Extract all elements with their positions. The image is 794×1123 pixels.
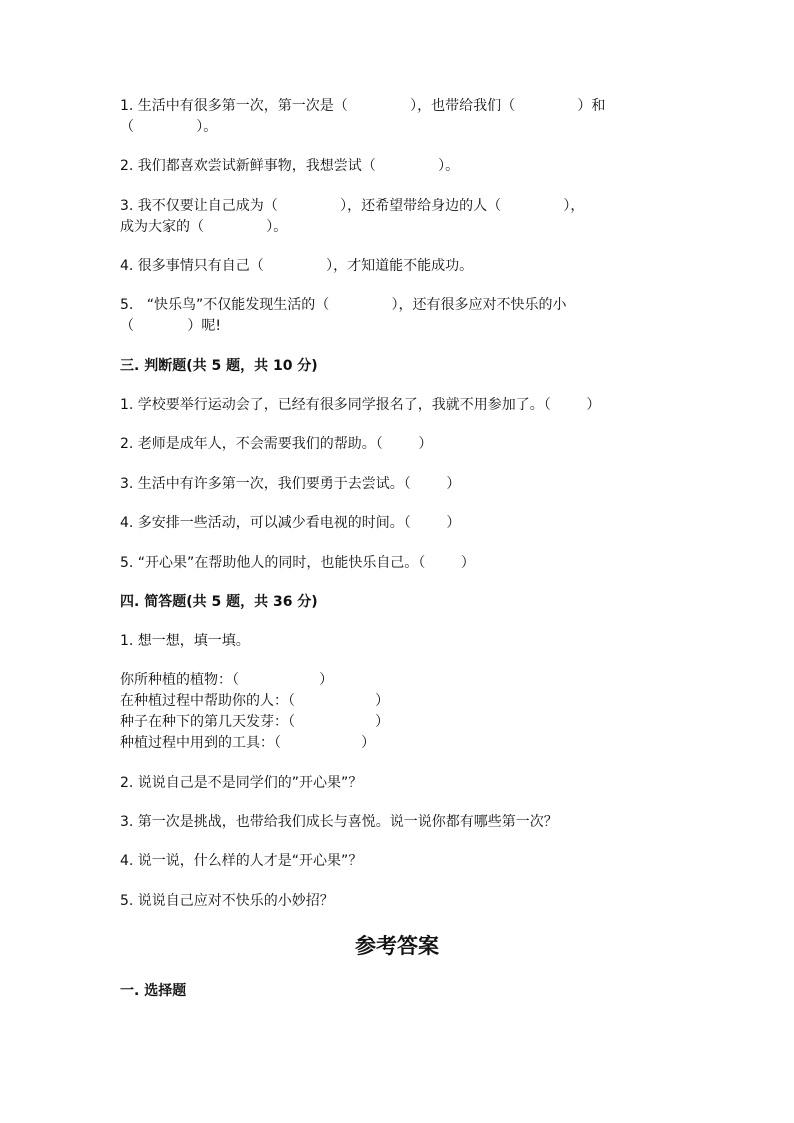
judge-item-4: 4. 多安排一些活动，可以减少看电视的时间。（ ） xyxy=(120,515,461,531)
short-q1-row-3: 种子在种下的第几天发芽：（ ） xyxy=(120,714,390,730)
judge-item-5: 5. “开心果”在帮助他人的同时，也能快乐自己。（ ） xyxy=(120,555,475,571)
short-q2: 2. 说说自己是不是同学们的”开心果”？ xyxy=(120,775,363,791)
short-answer-heading: 四. 简答题(共 5 题，共 36 分) xyxy=(120,594,318,610)
short-q4: 4. 说一说，什么样的人才是“开心果”？ xyxy=(120,853,363,869)
fill-q5-line1: 5. “快乐鸟”不仅能发现生活的（ ），还有很多应对不快乐的小 xyxy=(120,297,567,313)
fill-q1-line1: 1. 生活中有很多第一次，第一次是（ ），也带给我们（ ）和 xyxy=(120,98,606,114)
short-q5: 5. 说说自己应对不快乐的小妙招？ xyxy=(120,893,334,909)
short-q1: 1. 想一想，填一填。 xyxy=(120,633,250,649)
judge-item-1: 1. 学校要举行运动会了，已经有很多同学报名了，我就不用参加了。（ ） xyxy=(120,397,601,413)
judge-item-3: 3. 生活中有许多第一次，我们要勇于去尝试。（ ） xyxy=(120,476,461,492)
fill-q3-line2: 成为大家的（ ）。 xyxy=(120,219,288,235)
short-q1-row-1: 你所种植的植物：（ ） xyxy=(120,672,334,688)
short-q3: 3. 第一次是挑战，也带给我们成长与喜悦。说一说你都有哪些第一次？ xyxy=(120,814,558,830)
fill-q2-line1: 2. 我们都喜欢尝试新鲜事物，我想尝试（ ）。 xyxy=(120,158,460,174)
judge-item-2: 2. 老师是成年人，不会需要我们的帮助。（ ） xyxy=(120,436,433,452)
short-q1-row-4: 种植过程中用到的工具：（ ） xyxy=(120,735,376,751)
fill-q3-line1: 3. 我不仅要让自己成为（ ），还希望带给身边的人（ ）， xyxy=(120,198,585,214)
fill-q1-line2: （ ）。 xyxy=(120,119,218,135)
judge-heading: 三. 判断题(共 5 题，共 10 分) xyxy=(120,358,318,374)
answers-title: 参考答案 xyxy=(355,933,439,958)
answers-section-1-heading: 一. 选择题 xyxy=(120,983,187,999)
fill-q5-line2: （ ）呢! xyxy=(120,318,222,334)
short-q1-row-2: 在种植过程中帮助你的人：（ ） xyxy=(120,693,390,709)
fill-q4-line1: 4. 很多事情只有自己（ ），才知道能不能成功。 xyxy=(120,258,474,274)
